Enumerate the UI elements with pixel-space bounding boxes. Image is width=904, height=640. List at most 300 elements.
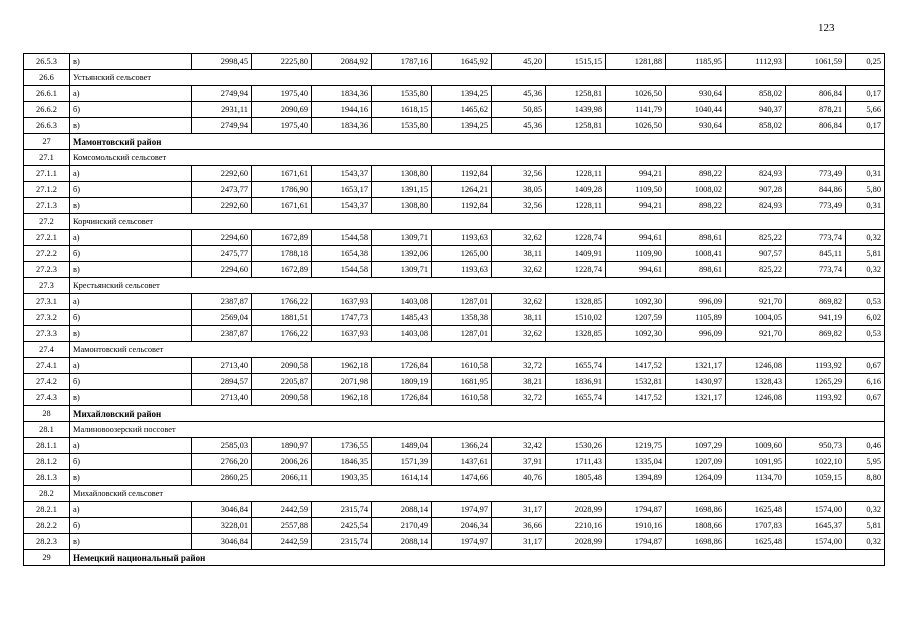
row-letter: а) — [70, 230, 192, 246]
value-cell: 2225,80 — [252, 54, 312, 70]
table-row — [24, 294, 885, 310]
value-cell: 1530,26 — [546, 438, 606, 454]
row-code: 27.1.2 — [24, 182, 70, 198]
district-title: Михайловский район — [70, 406, 885, 422]
value-cell: 1645,92 — [432, 54, 492, 70]
row-code: 27.2 — [24, 214, 70, 230]
value-cell: 1193,92 — [786, 390, 846, 406]
value-cell: 2292,60 — [192, 198, 252, 214]
value-cell: 2713,40 — [192, 358, 252, 374]
value-cell: 2557,88 — [252, 518, 312, 534]
value-cell: 38,21 — [492, 374, 546, 390]
row-letter: а) — [70, 502, 192, 518]
value-cell: 45,36 — [492, 86, 546, 102]
value-cell: 0,17 — [846, 86, 885, 102]
value-cell: 2766,20 — [192, 454, 252, 470]
value-cell: 1707,83 — [726, 518, 786, 534]
value-cell: 1193,63 — [432, 230, 492, 246]
value-cell: 1645,37 — [786, 518, 846, 534]
value-cell: 1097,29 — [666, 438, 726, 454]
value-cell: 2931,11 — [192, 102, 252, 118]
row-letter: а) — [70, 166, 192, 182]
value-cell: 2090,58 — [252, 358, 312, 374]
row-code: 26.6 — [24, 70, 70, 86]
value-cell: 1328,43 — [726, 374, 786, 390]
row-code: 27.1.3 — [24, 198, 70, 214]
value-cell: 1287,01 — [432, 326, 492, 342]
value-cell: 1394,25 — [432, 86, 492, 102]
value-cell: 1974,97 — [432, 502, 492, 518]
value-cell: 994,61 — [606, 262, 666, 278]
value-cell: 1574,00 — [786, 534, 846, 550]
value-cell: 0,31 — [846, 166, 885, 182]
value-cell: 1614,14 — [372, 470, 432, 486]
value-cell: 1726,84 — [372, 390, 432, 406]
value-cell: 31,17 — [492, 502, 546, 518]
value-cell: 1009,60 — [726, 438, 786, 454]
row-code: 29 — [24, 550, 70, 566]
row-letter: б) — [70, 454, 192, 470]
value-cell: 2071,98 — [312, 374, 372, 390]
section-row — [24, 150, 885, 166]
value-cell: 1437,61 — [432, 454, 492, 470]
value-cell: 2028,99 — [546, 502, 606, 518]
table-row — [24, 102, 885, 118]
value-cell: 3228,01 — [192, 518, 252, 534]
value-cell: 2046,34 — [432, 518, 492, 534]
value-cell: 1974,97 — [432, 534, 492, 550]
value-cell: 1308,80 — [372, 198, 432, 214]
value-cell: 773,74 — [786, 230, 846, 246]
row-letter: б) — [70, 518, 192, 534]
value-cell: 1654,38 — [312, 246, 372, 262]
value-cell: 32,62 — [492, 230, 546, 246]
value-cell: 1258,81 — [546, 86, 606, 102]
value-cell: 1532,81 — [606, 374, 666, 390]
value-cell: 858,02 — [726, 118, 786, 134]
value-cell: 0,32 — [846, 230, 885, 246]
row-code: 28.1 — [24, 422, 70, 438]
section-title: Мамонтовский сельсовет — [70, 342, 885, 358]
value-cell: 1543,37 — [312, 166, 372, 182]
table-row — [24, 310, 885, 326]
value-cell: 1788,18 — [252, 246, 312, 262]
value-cell: 1962,18 — [312, 358, 372, 374]
value-cell: 1515,15 — [546, 54, 606, 70]
section-title: Устьянский сельсовет — [70, 70, 885, 86]
value-cell: 1890,97 — [252, 438, 312, 454]
value-cell: 1787,16 — [372, 54, 432, 70]
value-cell: 1192,84 — [432, 166, 492, 182]
value-cell: 1246,08 — [726, 390, 786, 406]
row-letter: в) — [70, 54, 192, 70]
value-cell: 2006,26 — [252, 454, 312, 470]
value-cell: 930,64 — [666, 86, 726, 102]
value-cell: 2205,87 — [252, 374, 312, 390]
value-cell: 1335,04 — [606, 454, 666, 470]
value-cell: 1944,16 — [312, 102, 372, 118]
value-cell: 36,66 — [492, 518, 546, 534]
row-letter: в) — [70, 326, 192, 342]
value-cell: 898,22 — [666, 198, 726, 214]
value-cell: 825,22 — [726, 262, 786, 278]
value-cell: 2387,87 — [192, 326, 252, 342]
value-cell: 32,56 — [492, 198, 546, 214]
value-cell: 6,16 — [846, 374, 885, 390]
value-cell: 38,11 — [492, 310, 546, 326]
value-cell: 825,22 — [726, 230, 786, 246]
value-cell: 2028,99 — [546, 534, 606, 550]
value-cell: 824,93 — [726, 166, 786, 182]
value-cell: 1026,50 — [606, 118, 666, 134]
table-row — [24, 534, 885, 550]
section-row — [24, 486, 885, 502]
row-code: 27 — [24, 134, 70, 150]
district-row — [24, 134, 885, 150]
value-cell: 1040,44 — [666, 102, 726, 118]
value-cell: 1809,19 — [372, 374, 432, 390]
value-cell: 1836,91 — [546, 374, 606, 390]
table-row — [24, 262, 885, 278]
value-cell: 1092,30 — [606, 326, 666, 342]
row-code: 26.6.2 — [24, 102, 70, 118]
value-cell: 32,72 — [492, 390, 546, 406]
table-body — [24, 54, 885, 566]
value-cell: 1975,40 — [252, 118, 312, 134]
value-cell: 1258,81 — [546, 118, 606, 134]
value-cell: 1766,22 — [252, 326, 312, 342]
value-cell: 898,22 — [666, 166, 726, 182]
row-letter: б) — [70, 310, 192, 326]
value-cell: 1698,86 — [666, 502, 726, 518]
value-cell: 5,95 — [846, 454, 885, 470]
row-code: 27.1 — [24, 150, 70, 166]
value-cell: 773,49 — [786, 166, 846, 182]
value-cell: 773,49 — [786, 198, 846, 214]
value-cell: 869,82 — [786, 326, 846, 342]
table-row — [24, 230, 885, 246]
value-cell: 1409,28 — [546, 182, 606, 198]
value-cell: 1358,38 — [432, 310, 492, 326]
row-code: 26.5.3 — [24, 54, 70, 70]
value-cell: 1281,88 — [606, 54, 666, 70]
row-letter: б) — [70, 246, 192, 262]
value-cell: 1698,86 — [666, 534, 726, 550]
value-cell: 50,85 — [492, 102, 546, 118]
value-cell: 1403,08 — [372, 294, 432, 310]
value-cell: 2585,03 — [192, 438, 252, 454]
row-code: 28.2.3 — [24, 534, 70, 550]
value-cell: 1417,52 — [606, 390, 666, 406]
value-cell: 1766,22 — [252, 294, 312, 310]
value-cell: 1409,91 — [546, 246, 606, 262]
value-cell: 1228,74 — [546, 230, 606, 246]
value-cell: 1618,15 — [372, 102, 432, 118]
row-code: 27.3.1 — [24, 294, 70, 310]
section-title: Комсомольский сельсовет — [70, 150, 885, 166]
row-code: 27.2.1 — [24, 230, 70, 246]
value-cell: 1846,35 — [312, 454, 372, 470]
value-cell: 1610,58 — [432, 358, 492, 374]
row-code: 27.2.3 — [24, 262, 70, 278]
table-row — [24, 454, 885, 470]
section-title: Крестьянский сельсовет — [70, 278, 885, 294]
value-cell: 1544,58 — [312, 262, 372, 278]
table-row — [24, 86, 885, 102]
value-cell: 1207,59 — [606, 310, 666, 326]
value-cell: 0,17 — [846, 118, 885, 134]
value-cell: 1726,84 — [372, 358, 432, 374]
value-cell: 941,19 — [786, 310, 846, 326]
row-letter: в) — [70, 198, 192, 214]
value-cell: 1287,01 — [432, 294, 492, 310]
value-cell: 940,37 — [726, 102, 786, 118]
value-cell: 1193,63 — [432, 262, 492, 278]
row-letter: б) — [70, 374, 192, 390]
table-row — [24, 390, 885, 406]
value-cell: 38,05 — [492, 182, 546, 198]
value-cell: 45,20 — [492, 54, 546, 70]
value-cell: 2749,94 — [192, 86, 252, 102]
row-letter: а) — [70, 358, 192, 374]
value-cell: 6,02 — [846, 310, 885, 326]
value-cell: 898,61 — [666, 262, 726, 278]
value-cell: 5,66 — [846, 102, 885, 118]
value-cell: 1228,74 — [546, 262, 606, 278]
value-cell: 2475,77 — [192, 246, 252, 262]
value-cell: 1264,09 — [666, 470, 726, 486]
value-cell: 2090,58 — [252, 390, 312, 406]
value-cell: 32,72 — [492, 358, 546, 374]
table-row — [24, 118, 885, 134]
value-cell: 2210,16 — [546, 518, 606, 534]
row-letter: а) — [70, 294, 192, 310]
row-code: 27.4.2 — [24, 374, 70, 390]
section-row — [24, 342, 885, 358]
row-code: 27.4 — [24, 342, 70, 358]
value-cell: 2473,77 — [192, 182, 252, 198]
row-letter: в) — [70, 118, 192, 134]
value-cell: 858,02 — [726, 86, 786, 102]
value-cell: 869,82 — [786, 294, 846, 310]
value-cell: 1655,74 — [546, 358, 606, 374]
row-code: 27.3.3 — [24, 326, 70, 342]
value-cell: 1535,80 — [372, 118, 432, 134]
value-cell: 1185,95 — [666, 54, 726, 70]
value-cell: 0,53 — [846, 326, 885, 342]
value-cell: 5,81 — [846, 518, 885, 534]
table-row — [24, 166, 885, 182]
value-cell: 2315,74 — [312, 534, 372, 550]
value-cell: 1105,89 — [666, 310, 726, 326]
value-cell: 1309,71 — [372, 230, 432, 246]
value-cell: 1321,17 — [666, 390, 726, 406]
value-cell: 950,73 — [786, 438, 846, 454]
table-row — [24, 438, 885, 454]
row-code: 26.6.1 — [24, 86, 70, 102]
table-row — [24, 198, 885, 214]
value-cell: 1228,11 — [546, 166, 606, 182]
row-code: 27.3.2 — [24, 310, 70, 326]
value-cell: 5,80 — [846, 182, 885, 198]
value-cell: 824,93 — [726, 198, 786, 214]
value-cell: 1366,24 — [432, 438, 492, 454]
value-cell: 1637,93 — [312, 294, 372, 310]
value-cell: 2749,94 — [192, 118, 252, 134]
value-cell: 2066,11 — [252, 470, 312, 486]
value-cell: 1571,39 — [372, 454, 432, 470]
value-cell: 1309,71 — [372, 262, 432, 278]
value-cell: 1794,87 — [606, 534, 666, 550]
value-cell: 1008,02 — [666, 182, 726, 198]
value-cell: 1834,36 — [312, 86, 372, 102]
value-cell: 31,17 — [492, 534, 546, 550]
value-cell: 1264,21 — [432, 182, 492, 198]
value-cell: 0,25 — [846, 54, 885, 70]
value-cell: 1328,85 — [546, 326, 606, 342]
value-cell: 2170,49 — [372, 518, 432, 534]
value-cell: 2088,14 — [372, 502, 432, 518]
value-cell: 806,84 — [786, 86, 846, 102]
value-cell: 32,62 — [492, 294, 546, 310]
value-cell: 1417,52 — [606, 358, 666, 374]
value-cell: 40,76 — [492, 470, 546, 486]
value-cell: 1112,93 — [726, 54, 786, 70]
table-row — [24, 326, 885, 342]
row-code: 27.2.2 — [24, 246, 70, 262]
value-cell: 1141,79 — [606, 102, 666, 118]
value-cell: 1134,70 — [726, 470, 786, 486]
row-code: 27.1.1 — [24, 166, 70, 182]
value-cell: 2713,40 — [192, 390, 252, 406]
value-cell: 996,09 — [666, 326, 726, 342]
value-cell: 1910,16 — [606, 518, 666, 534]
value-cell: 1403,08 — [372, 326, 432, 342]
value-cell: 1794,87 — [606, 502, 666, 518]
section-row — [24, 70, 885, 86]
district-title: Мамонтовский район — [70, 134, 885, 150]
value-cell: 1022,10 — [786, 454, 846, 470]
table-row — [24, 470, 885, 486]
value-cell: 1392,06 — [372, 246, 432, 262]
value-cell: 773,74 — [786, 262, 846, 278]
value-cell: 1637,93 — [312, 326, 372, 342]
value-cell: 0,67 — [846, 390, 885, 406]
value-cell: 5,81 — [846, 246, 885, 262]
value-cell: 2294,60 — [192, 230, 252, 246]
value-cell: 0,32 — [846, 262, 885, 278]
table-row — [24, 502, 885, 518]
value-cell: 1004,05 — [726, 310, 786, 326]
district-row — [24, 406, 885, 422]
value-cell: 921,70 — [726, 326, 786, 342]
section-title: Корчинский сельсовет — [70, 214, 885, 230]
district-title: Немецкий национальный район — [70, 550, 885, 566]
value-cell: 1671,61 — [252, 198, 312, 214]
row-code: 27.3 — [24, 278, 70, 294]
row-code: 28 — [24, 406, 70, 422]
row-letter: в) — [70, 470, 192, 486]
value-cell: 45,36 — [492, 118, 546, 134]
value-cell: 1681,95 — [432, 374, 492, 390]
value-cell: 1655,74 — [546, 390, 606, 406]
value-cell: 1109,90 — [606, 246, 666, 262]
value-cell: 1610,58 — [432, 390, 492, 406]
value-cell: 994,21 — [606, 198, 666, 214]
value-cell: 1308,80 — [372, 166, 432, 182]
value-cell: 1265,00 — [432, 246, 492, 262]
value-cell: 1474,66 — [432, 470, 492, 486]
table-row — [24, 358, 885, 374]
value-cell: 32,62 — [492, 262, 546, 278]
value-cell: 1975,40 — [252, 86, 312, 102]
value-cell: 0,32 — [846, 502, 885, 518]
value-cell: 32,56 — [492, 166, 546, 182]
value-cell: 2294,60 — [192, 262, 252, 278]
value-cell: 844,86 — [786, 182, 846, 198]
table-row — [24, 518, 885, 534]
value-cell: 2084,92 — [312, 54, 372, 70]
value-cell: 32,62 — [492, 326, 546, 342]
value-cell: 1808,66 — [666, 518, 726, 534]
value-cell: 806,84 — [786, 118, 846, 134]
value-cell: 1328,85 — [546, 294, 606, 310]
value-cell: 1109,50 — [606, 182, 666, 198]
value-cell: 0,46 — [846, 438, 885, 454]
value-cell: 1544,58 — [312, 230, 372, 246]
row-code: 27.4.3 — [24, 390, 70, 406]
value-cell: 1321,17 — [666, 358, 726, 374]
value-cell: 2442,59 — [252, 534, 312, 550]
value-cell: 1008,41 — [666, 246, 726, 262]
value-cell: 1439,98 — [546, 102, 606, 118]
section-row — [24, 422, 885, 438]
value-cell: 8,80 — [846, 470, 885, 486]
section-row — [24, 278, 885, 294]
value-cell: 907,28 — [726, 182, 786, 198]
value-cell: 1625,48 — [726, 534, 786, 550]
value-cell: 2088,14 — [372, 534, 432, 550]
value-cell: 1535,80 — [372, 86, 432, 102]
row-code: 27.4.1 — [24, 358, 70, 374]
value-cell: 1543,37 — [312, 198, 372, 214]
value-cell: 1246,08 — [726, 358, 786, 374]
value-cell: 1207,09 — [666, 454, 726, 470]
value-cell: 907,57 — [726, 246, 786, 262]
value-cell: 1625,48 — [726, 502, 786, 518]
value-cell: 1092,30 — [606, 294, 666, 310]
value-cell: 1747,73 — [312, 310, 372, 326]
value-cell: 1219,75 — [606, 438, 666, 454]
district-row — [24, 550, 885, 566]
row-letter: б) — [70, 102, 192, 118]
value-cell: 37,91 — [492, 454, 546, 470]
value-cell: 2998,45 — [192, 54, 252, 70]
value-cell: 2090,69 — [252, 102, 312, 118]
value-cell: 996,09 — [666, 294, 726, 310]
value-cell: 1805,48 — [546, 470, 606, 486]
value-cell: 1059,15 — [786, 470, 846, 486]
value-cell: 1510,02 — [546, 310, 606, 326]
value-cell: 1228,11 — [546, 198, 606, 214]
row-code: 28.1.2 — [24, 454, 70, 470]
value-cell: 1465,62 — [432, 102, 492, 118]
value-cell: 1962,18 — [312, 390, 372, 406]
section-title: Михайловский сельсовет — [70, 486, 885, 502]
value-cell: 2569,04 — [192, 310, 252, 326]
value-cell: 1430,97 — [666, 374, 726, 390]
value-cell: 1671,61 — [252, 166, 312, 182]
